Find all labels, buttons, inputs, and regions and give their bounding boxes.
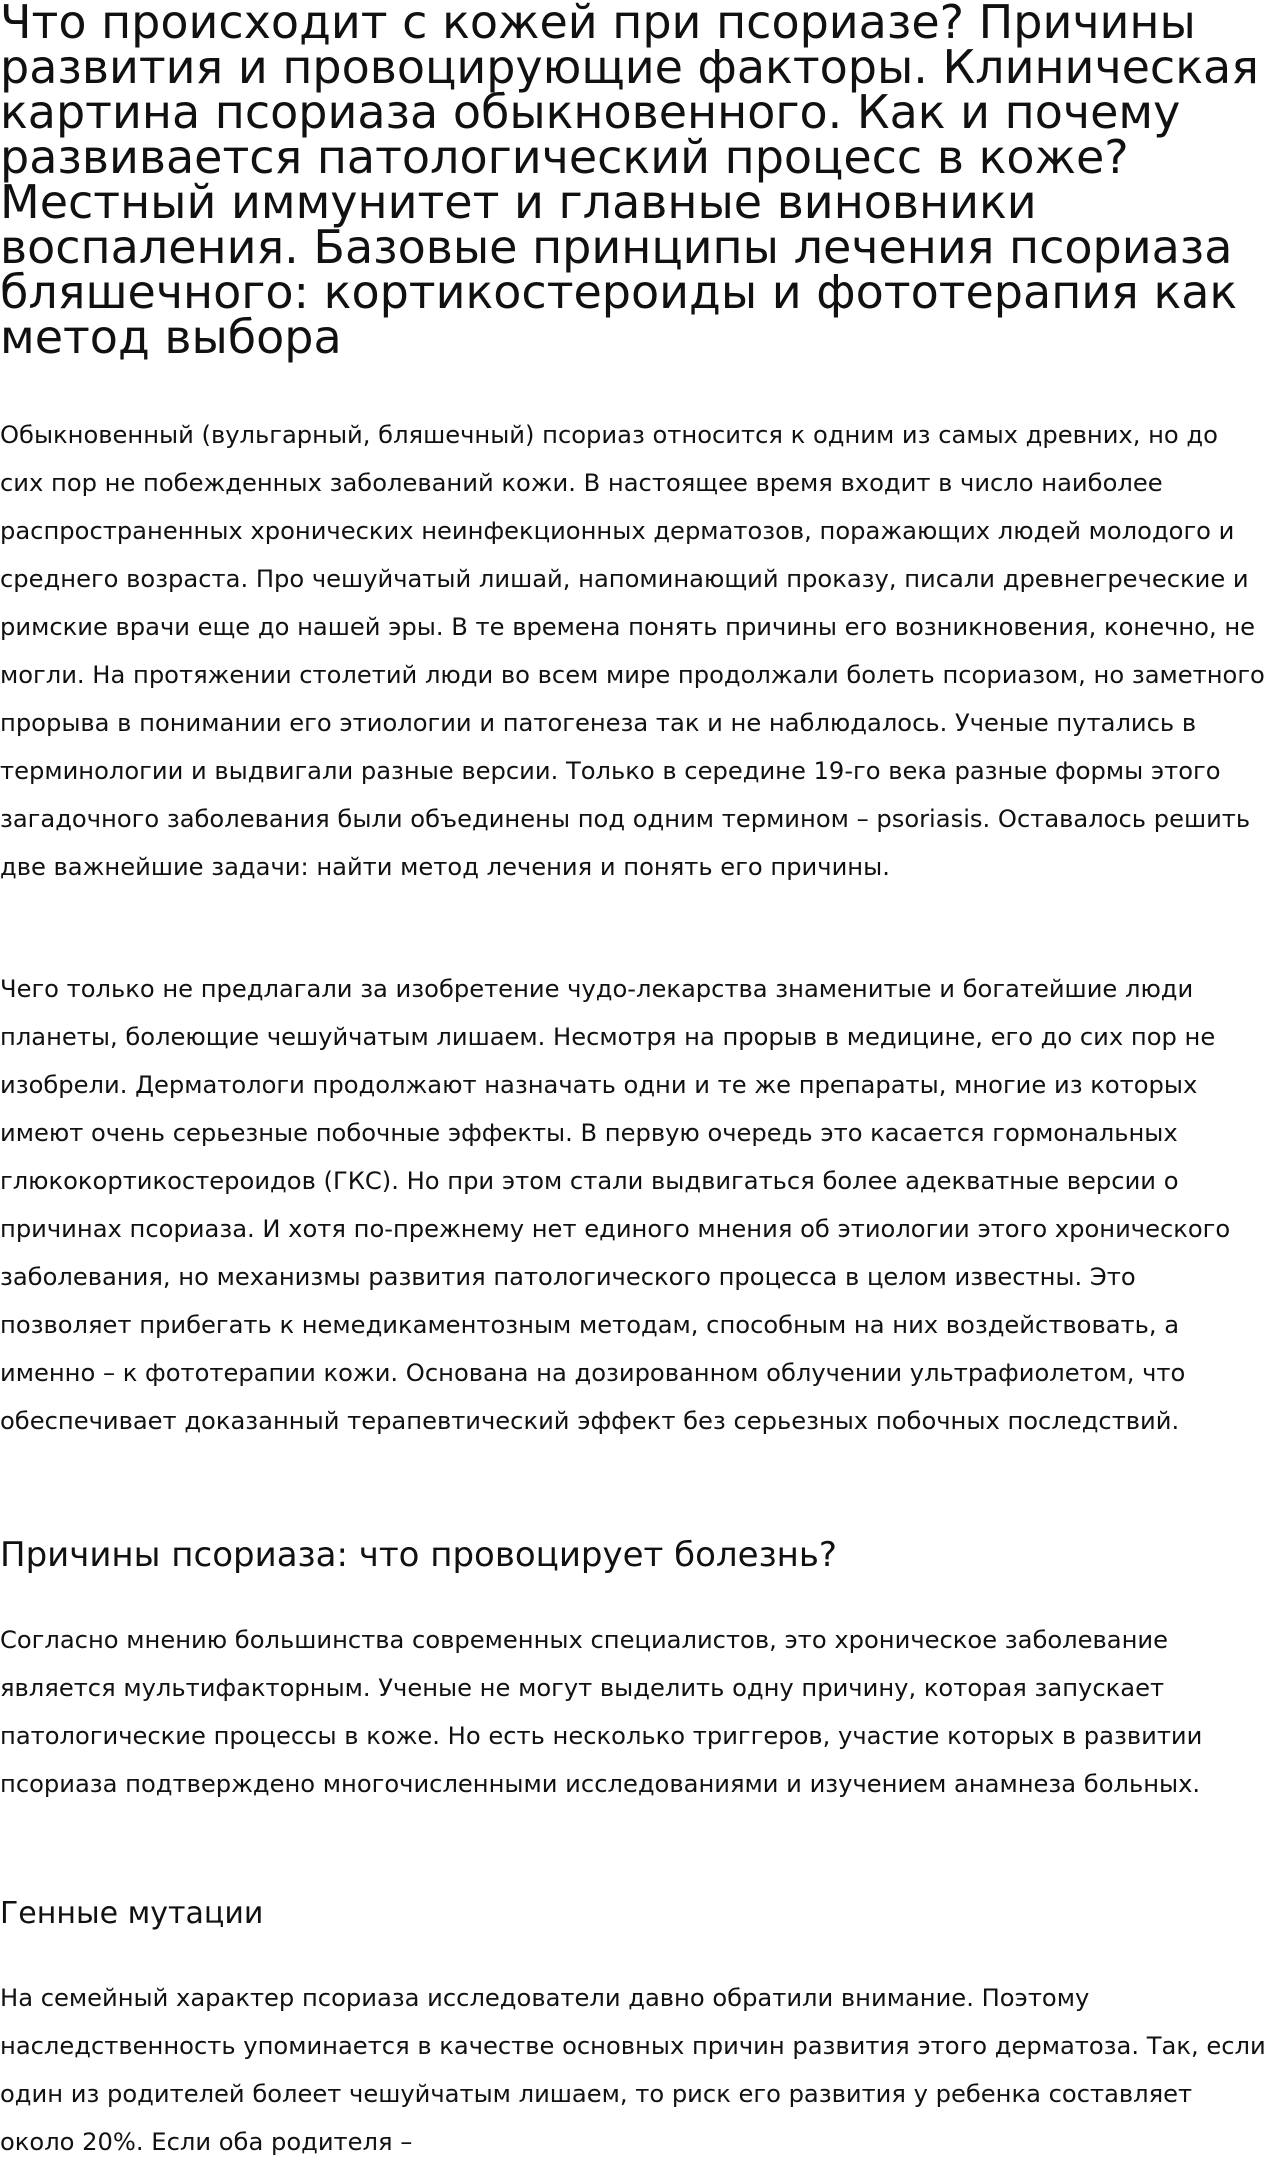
- genes-paragraph: На семейный характер псориаза исследователи давно обратили внимание. Поэтому наследственность упоминается в качестве основных причин развития этого дерматоза. Так, если один из родителей болеет чешуйчатым лишаем, то риск его развития у ребенка составляет около 20%. Если оба родителя –: [0, 1984, 1266, 2156]
- article-title: Что происходит с кожей при псориазе? Причины развития и провоцирующие факторы. Клиническая картина псориаза обыкновенного. Как и почему развивается патологический процесс в коже? Местный иммунитет и главные виновники воспаления. Базовые принципы лечения псориаза бляшечного: кортикостероиды и фототерапия как метод выбора: [0, 0, 1259, 364]
- intro-paragraph-2: Чего только не предлагали за изобретение чудо-лекарства знаменитые и богатейшие люди планеты, болеющие чешуйчатым лишаем. Несмотря на прорыв в медицине, его до сих пор не изобрели. Дерматологи продолжают назначать одни и те же препараты, многие из которых имеют очень серьезные побочные эффекты. В первую очередь это касается гормональных глюкокортикостероидов (ГКС). Но при этом стали выдвигаться более адекватные версии о причинах псориаза. И хотя по-прежнему нет единого мнения об этиологии этого хронического заболевания, но механизмы развития патологического процесса в целом известны. Это позволяет прибегать к немедикаментозным методам, способным на них воздействовать, а именно – к фототерапии кожи. Основана на дозированном облучении ультрафиолетом, что обеспечивает доказанный терапевтический эффект без серьезных побочных последствий.: [0, 975, 1231, 1435]
- causes-paragraph: Согласно мнению большинства современных специалистов, это хроническое заболевание является мультифакторным. Ученые не могут выделить одну причину, которая запускает патологические процессы в коже. Но есть несколько триггеров, участие которых в развитии псориаза подтверждено многочисленными исследованиями и изучением анамнеза больных.: [0, 1626, 1203, 1798]
- intro-paragraph-1: Обыкновенный (вульгарный, бляшечный) псориаз относится к одним из самых древних, но до сих пор не побежденных заболеваний кожи. В настоящее время входит в число наиболее распространенных хронических неинфекционных дерматозов, поражающих людей молодого и среднего возраста. Про чешуйчатый лишай, напоминающий проказу, писали древнегреческие и римские врачи еще до нашей эры. В те времена понять причины его возникновения, конечно, не могли. На протяжении столетий люди во всем мире продолжали болеть псориазом, но заметного прорыва в понимании его этиологии и патогенеза так и не наблюдалось. Ученые путались в терминологии и выдвигали разные версии. Только в середине 19-го века разные формы этого загадочного заболевания были объединены под одним термином – psoriasis. Оставалось решить две важнейшие задачи: найти метод лечения и понять его причины.: [0, 421, 1265, 881]
- section-heading-causes: Причины псориаза: что провоцирует болезнь?: [0, 1535, 837, 1575]
- subsection-heading-genes: Генные мутации: [0, 1896, 264, 1931]
